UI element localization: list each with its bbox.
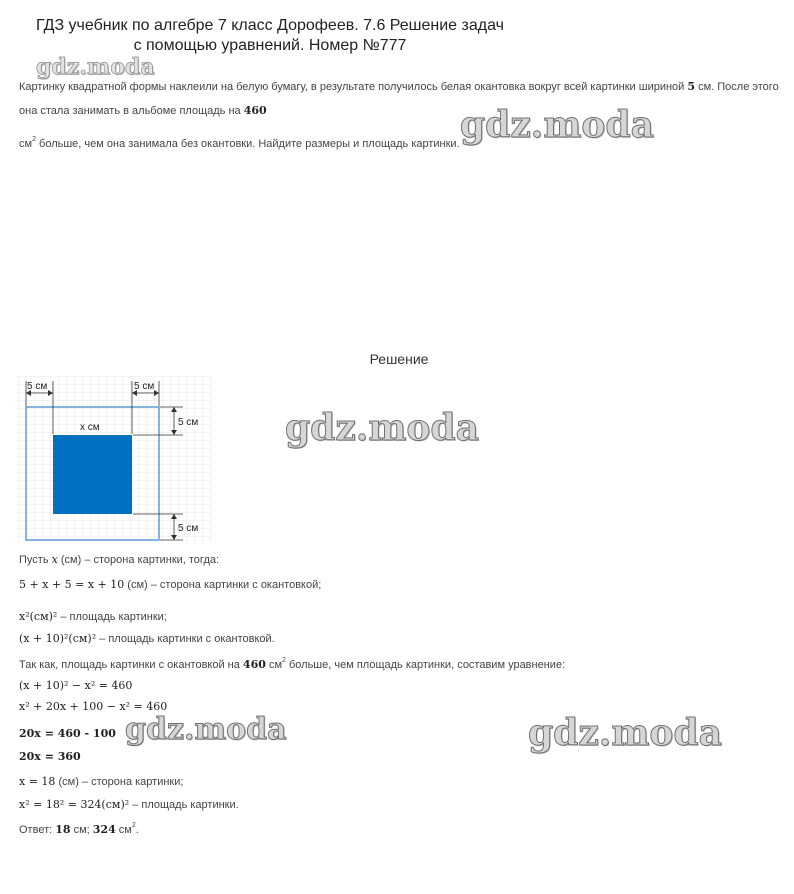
dim-label-top-right: 5 см bbox=[134, 381, 155, 392]
picture-square bbox=[53, 435, 132, 514]
solution-line-3: x²(см)² – площадь картинки; bbox=[19, 610, 167, 623]
solution-line-1: Пусть x (см) – сторона картинки, тогда: bbox=[19, 553, 220, 566]
answer-line: Ответ: 18 см; 324 $см^2$. bbox=[19, 822, 139, 836]
solution-line-2: 5 + x + 5 = x + 10 (см) – сторона картинки с окантовкой; bbox=[19, 578, 322, 591]
dim-label-right-bottom: 5 см bbox=[178, 523, 199, 534]
equation-4: 20x = 360 bbox=[19, 750, 81, 763]
equation-3: 20x = 460 - 100 bbox=[19, 727, 116, 740]
page-title bbox=[0, 16, 540, 56]
solution-figure bbox=[18, 376, 218, 542]
watermark-logo: gdz.moda bbox=[285, 407, 479, 449]
solution-heading: Решение bbox=[369, 351, 429, 367]
dim-label-top-left: 5 см bbox=[27, 381, 48, 392]
page-title-line-2: с помощью уравнений. Номер №777 bbox=[133, 37, 407, 54]
equation-2: x² + 20x + 100 − x² = 460 bbox=[19, 700, 168, 713]
solution-line-4: (x + 10)²(см)² – площадь картинки с окантовкой. bbox=[19, 632, 275, 645]
task-line-1: Картинку квадратной формы наклеили на белую бумагу, в результате получилось белая окантовка вокруг всей картинки шириной 5 см. После этого bbox=[19, 80, 779, 93]
dim-label-right-top: 5 см bbox=[178, 417, 199, 428]
solution-line-5: Так как, площадь картинки с окантовкой на 460 $см^2$ больше, чем площадь картинки, составим уравнение: bbox=[19, 657, 566, 671]
equation-1: (x + 10)² − x² = 460 bbox=[19, 679, 133, 692]
page-title-line-1: ГДЗ учебник по алгебре 7 класс Дорофеев. 7.6 Решение задач bbox=[36, 17, 504, 34]
solution-line-11: x² = 18² = 324(см)² – площадь картинки. bbox=[19, 798, 239, 811]
solution-line-10: x = 18 (см) – сторона картинки; bbox=[19, 775, 184, 788]
watermark-logo: gdz.moda bbox=[125, 712, 287, 747]
dim-label-inner: x см bbox=[80, 422, 100, 433]
task-line-3: $см^2$ больше, чем она занимала без окантовки. Найдите размеры и площадь картинки. bbox=[19, 136, 460, 150]
watermark-logo: gdz.moda bbox=[528, 712, 722, 754]
watermark-logo: gdz.moda bbox=[36, 54, 155, 80]
watermark-logo: gdz.moda bbox=[460, 104, 654, 146]
task-line-2: она стала занимать в альбоме площадь на 460 bbox=[19, 104, 267, 117]
